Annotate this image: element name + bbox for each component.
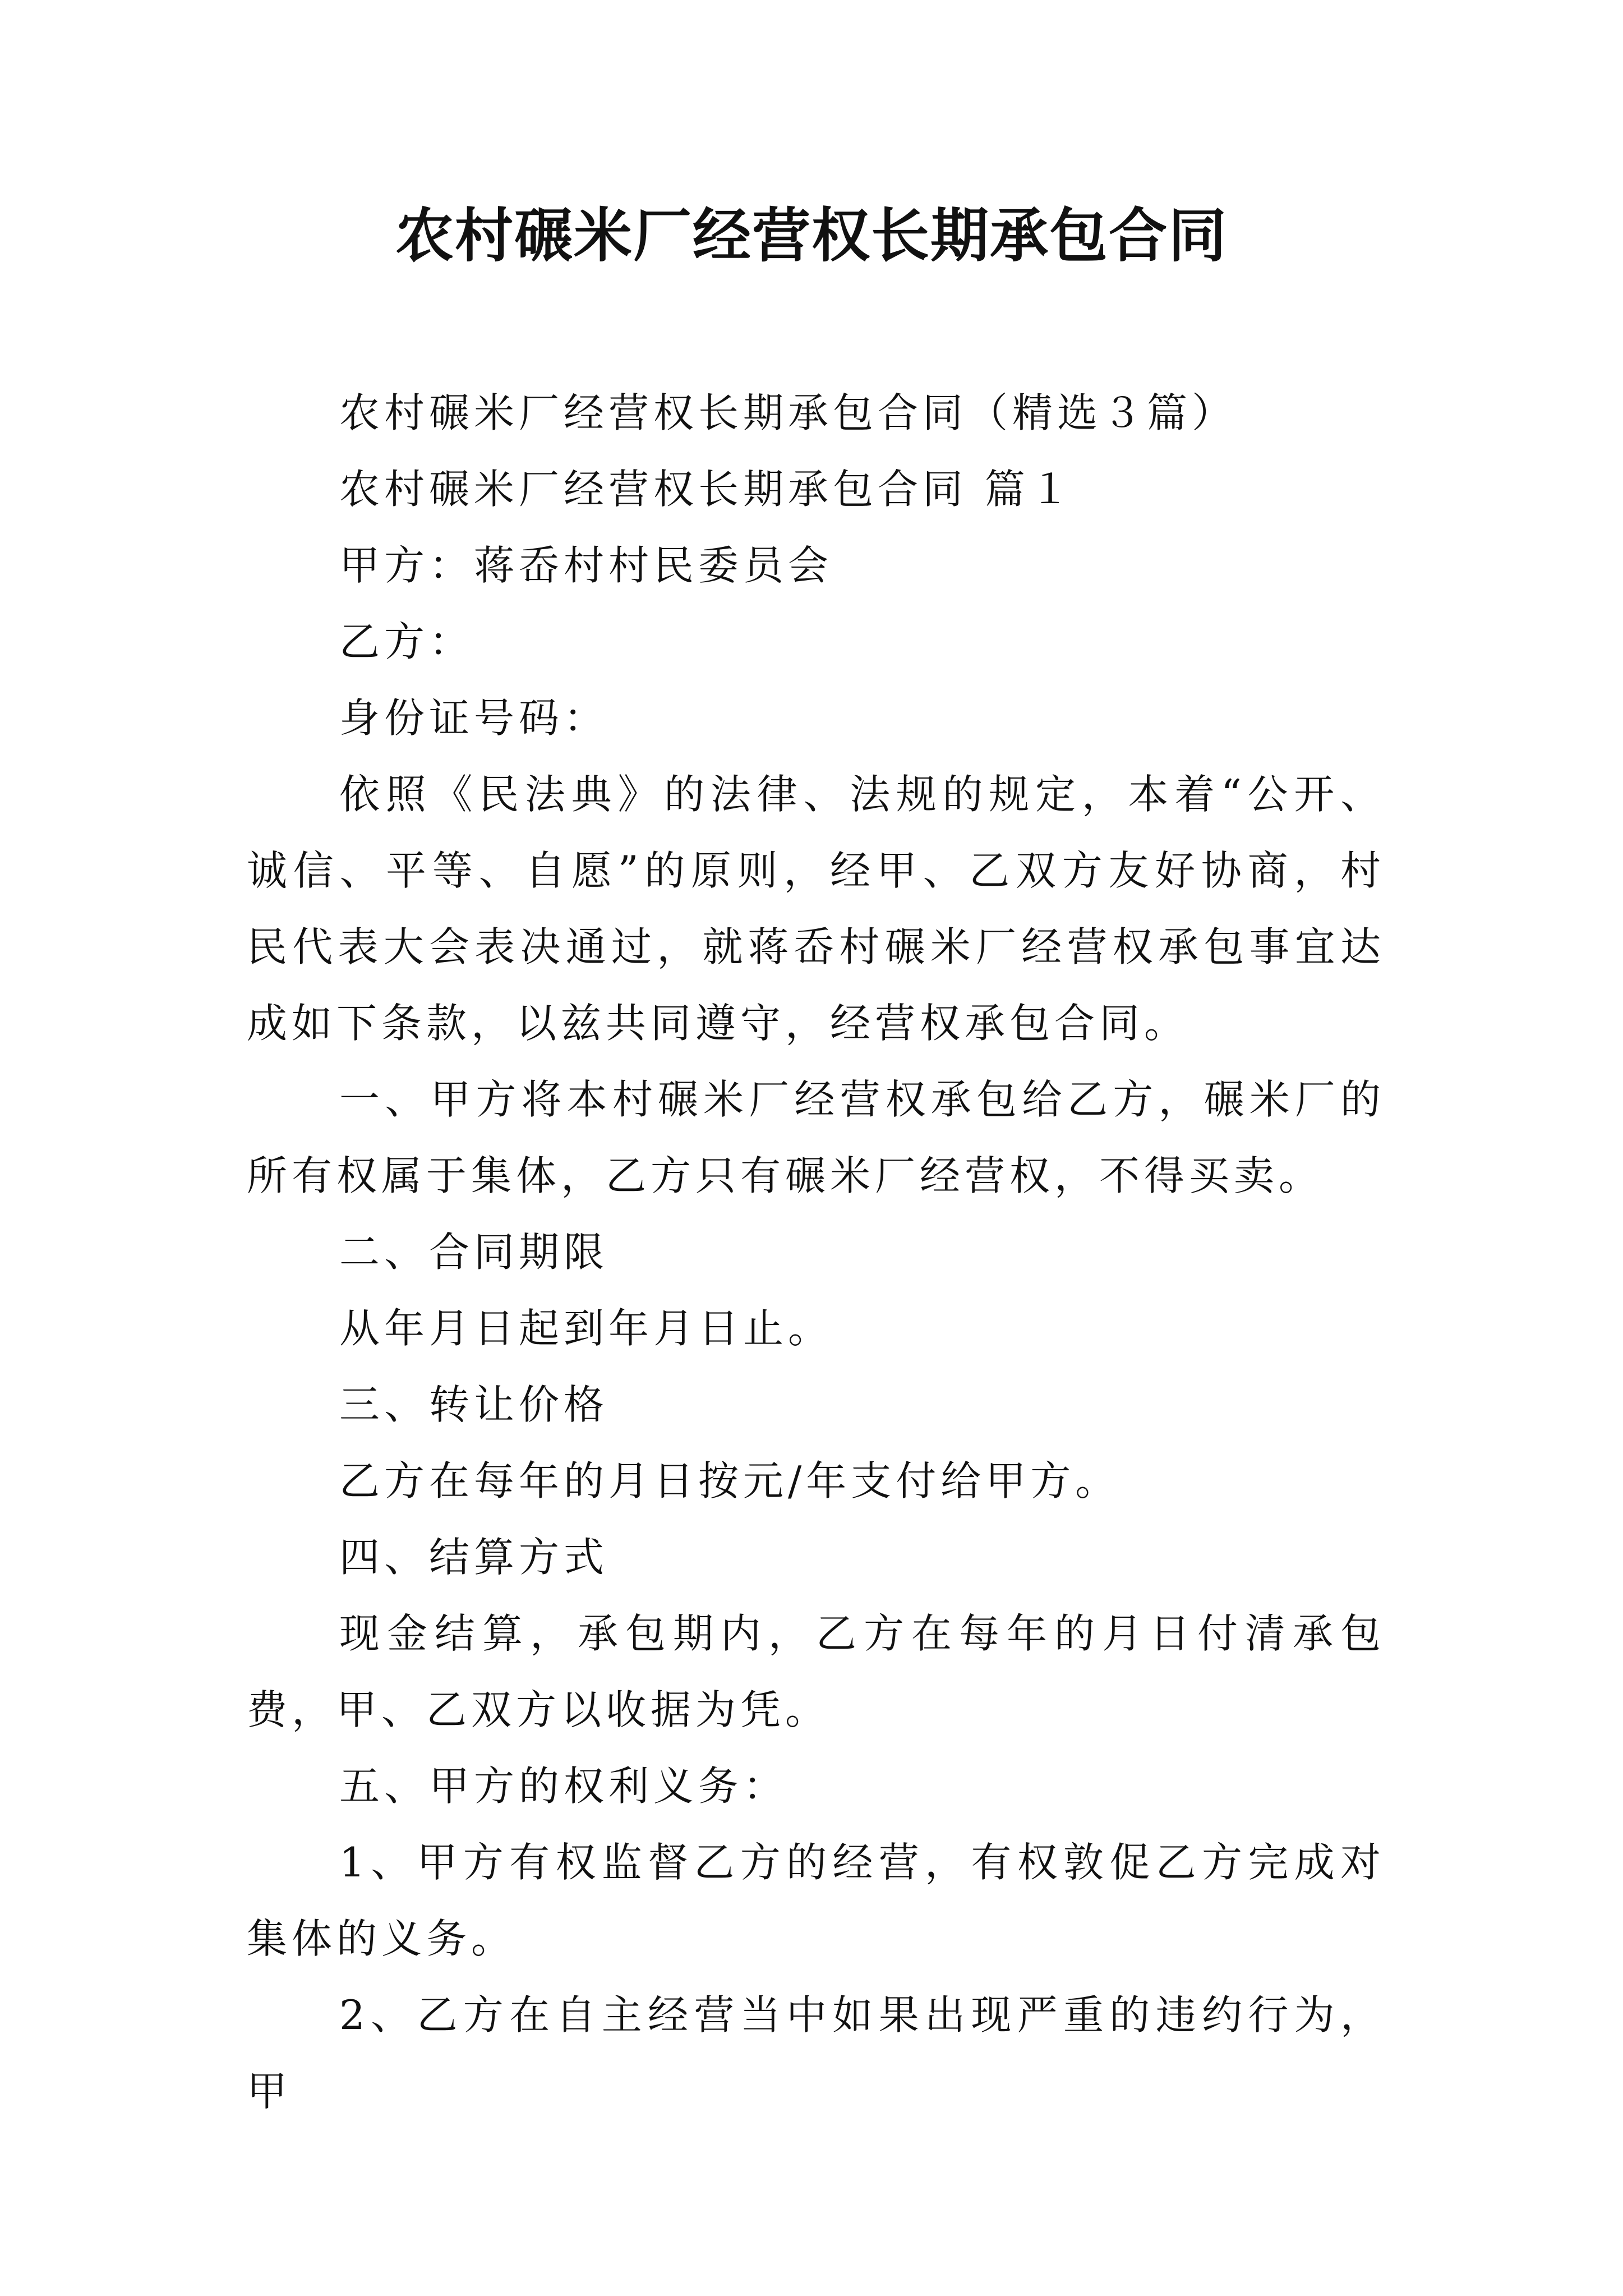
document-body [247,375,1385,2129]
party-a: 甲方：蒋岙村村民委员会 [339,542,833,589]
clause-3-heading: 三、转让价格 [339,1381,609,1428]
clause-5-heading: 五、甲方的权利义务： [339,1763,789,1810]
clause-4-heading: 四、结算方式 [339,1534,609,1581]
clause-2-text: 从年月日起到年月日止。 [339,1305,833,1352]
party-b: 乙方： [339,618,474,665]
preamble-paragraph: 依照《民法典》的法律、法规的规定，本着“公开、诚信、平等、自愿”的原则，经甲、乙双方友好协商，村民代表大会表决通过，就蒋岙村碾米厂经营权承包事宜达成如下条款，以兹共同遵守，经营权承包合同。 [247,771,1385,1047]
subtitle-part: 农村碾米厂经营权长期承包合同 篇１ [339,466,1075,513]
subtitle-collection: 农村碾米厂经营权长期承包合同（精选３篇） [339,389,1237,436]
clause-2-heading: 二、合同期限 [339,1228,609,1276]
clause-3-text: 乙方在每年的月日按元/年支付给甲方。 [339,1457,1121,1504]
clause-1: 一、甲方将本村碾米厂经营权承包给乙方，碾米厂的所有权属于集体，乙方只有碾米厂经营权，不得买卖。 [247,1076,1385,1199]
clause-5-item-1: 1、甲方有权监督乙方的经营，有权敦促乙方完成对集体的义务。 [247,1839,1385,1962]
document-title: 农村碾米厂经营权长期承包合同 [395,201,1228,270]
clause-4-text: 现金结算，承包期内，乙方在每年的月日付清承包费，甲、乙双方以收据为凭。 [247,1610,1385,1733]
clause-5-item-2: 2、乙方在自主经营当中如果出现严重的违约行为，甲 [247,1991,1385,2115]
id-number: 身份证号码： [339,694,609,742]
